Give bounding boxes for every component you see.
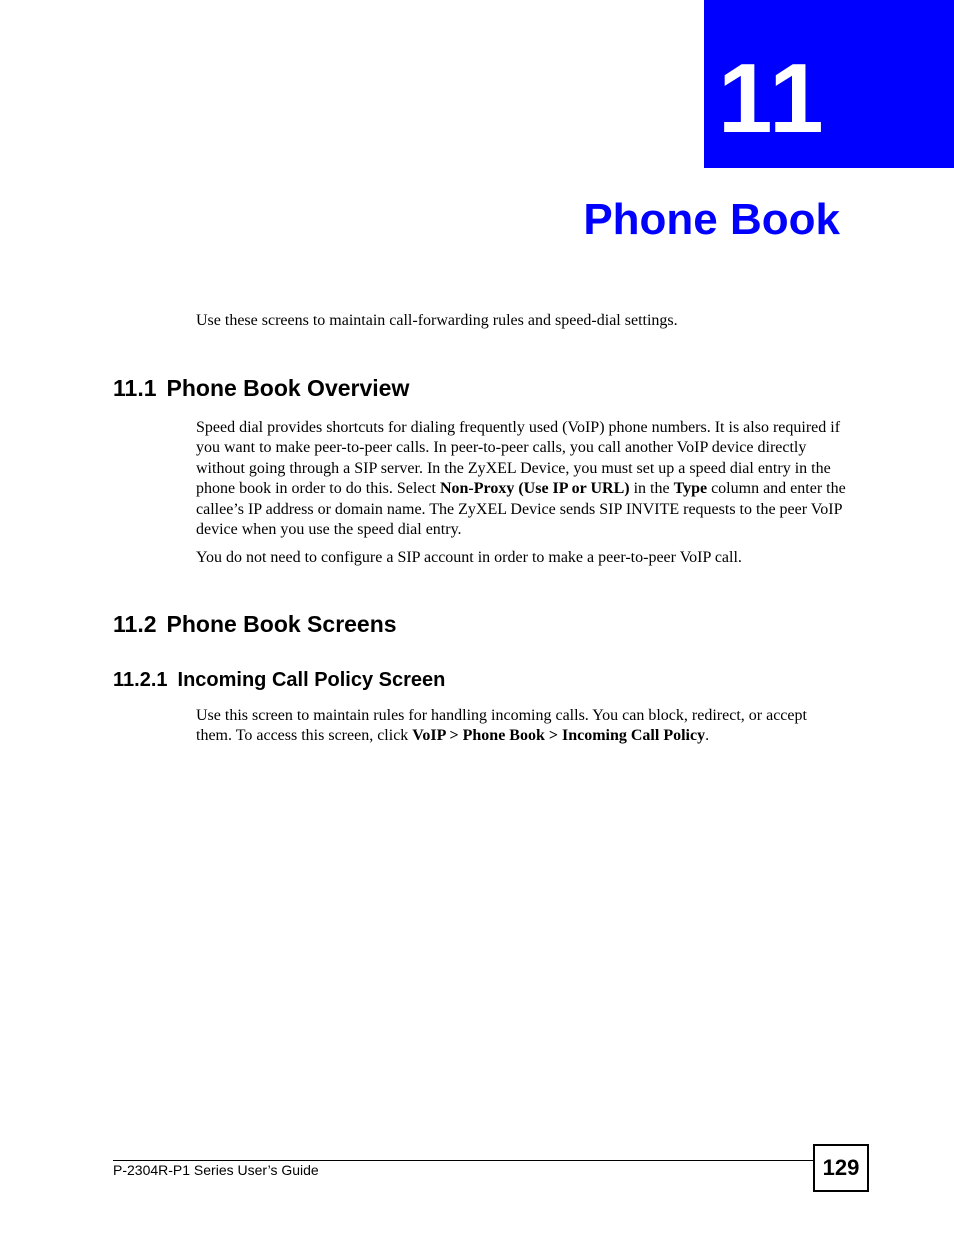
section-title: Phone Book Overview (166, 375, 410, 401)
overview-paragraph-2: You do not need to configure a SIP account in order to make a peer-to-peer VoIP call. (196, 549, 742, 566)
intro-paragraph: Use these screens to maintain call-forwarding rules and speed-dial settings. (196, 312, 678, 329)
chapter-title: Phone Book (583, 195, 840, 244)
page-number: 129 (813, 1144, 869, 1192)
section-heading-screens (113, 610, 397, 638)
text-run: Speed dial provides shortcuts for dialing frequently used (VoIP) phone numbers. It is also required if you want to make peer-to-peer calls. In peer-to-peer calls, you call another VoIP device directly without going through a SIP server. In the ZyXEL Device, you must set up a speed dial entry in the phone book in order to do this. Select (196, 419, 841, 498)
subsection-title: Incoming Call Policy Screen (177, 669, 446, 691)
chapter-number: 11 (718, 43, 826, 153)
section-number: 11.2 (113, 611, 157, 637)
subsection-number: 11.2.1 (113, 669, 168, 691)
section-heading-overview (113, 374, 409, 402)
text-run: . (705, 727, 710, 745)
bold-column-name: Type (673, 480, 708, 498)
bold-menu-path: VoIP > Phone Book > Incoming Call Policy (412, 727, 706, 745)
text-run: Use this screen to maintain rules for handling incoming calls. You can block, redirect, or accept them. To access this screen, click (196, 707, 807, 745)
section-title: Phone Book Screens (166, 611, 397, 637)
overview-paragraph-1 (196, 418, 846, 540)
incoming-paragraph (196, 706, 846, 747)
text-run: in the (629, 480, 674, 498)
text-run: column and enter the callee’s IP address or domain name. The ZyXEL Device sends SIP INVITE requests to the peer VoIP device when you use the speed dial entry. (196, 480, 846, 539)
section-number: 11.1 (113, 375, 157, 401)
subsection-heading-incoming (113, 668, 445, 692)
bold-option-name: Non-Proxy (Use IP or URL) (439, 480, 630, 498)
footer-guide-title: P-2304R-P1 Series User’s Guide (113, 1162, 319, 1178)
